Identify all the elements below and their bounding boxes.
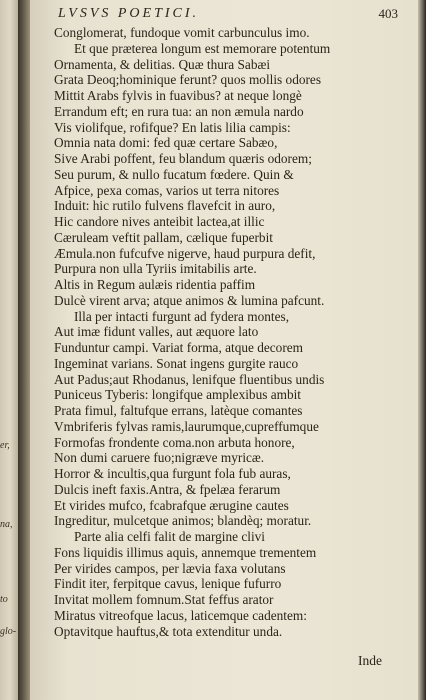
verse-line: Horror & incultis,qua furgunt fola fub auras, (54, 466, 291, 481)
verse-line: Parte alia celfi falit de margine clivi (74, 529, 265, 544)
verse-line: Et virides mufco, fcabrafque ærugine cautes (54, 497, 289, 513)
verse-line: Seu purum, & nullo fucatum fœdere. Quin & (54, 166, 294, 182)
verse-line: Ingreditur, mulcetque animos; blandèq; moratur. (54, 513, 312, 529)
verse-line: Funduntur campi. Variat forma, atque decorem (54, 340, 303, 355)
verse-line: Cæruleam veftit pallam, cælique fuperbit (54, 229, 273, 245)
verse-line: Fons liquidis illimus aquis, annemque trementem (54, 544, 317, 560)
verse-line: Puniceus Tyberis: longifque amplexibus ambit (54, 387, 301, 403)
verse-line: Aut imæ fidunt valles, aut æquore lato (54, 324, 259, 340)
verse-line: Æmula.non fufcufve nigerve, haud purpura defit, (54, 245, 316, 261)
verse-line: Illa per intacti furgunt ad fydera montes, (74, 308, 290, 324)
verse-line: Findit iter, ferpitque cavus, lenique fufurro (54, 576, 282, 592)
verse-line: Purpura non ulla Tyriis imitabilis arte. (54, 261, 257, 277)
left-page-fragments (0, 0, 18, 700)
verse-line: Ornamenta, & delitias. Quæ thura Sabæi (54, 56, 271, 72)
verse-line: Non dumi caruere fuo;nigræve myricæ. (54, 450, 265, 466)
verse-line: Ingeminat varians. Sonat ingens gurgite rauco (54, 355, 299, 371)
verse-line: Per virides campos, per lævia faxa volutans (54, 560, 286, 576)
page-header (58, 6, 398, 22)
left-fragment: na, (0, 519, 13, 530)
verse-line: Dulcis ineft faxis.Antra, & fpelæa ferarum (54, 481, 281, 497)
verse-line: Aut Padus;aut Rhodanus, lenifque fluentibus undis (54, 371, 325, 387)
page-edge-shadow (418, 0, 426, 700)
verse-line: Altis in Regum aulæis ridentia paffim (54, 277, 256, 292)
verse-line: Miratus vitreofque lacus, laticemque cadentem: (54, 607, 307, 623)
verse-line: Conglomerat, fundoque vomit carbunculus imo. (54, 25, 310, 40)
verse-line: Vmbriferis fylvas ramis,laurumque,cupreffumque (54, 418, 319, 434)
verse-line: Dulcè virent arva; atque animos & lumina pafcunt. (54, 292, 325, 308)
verse-line: Mittit Arabs fylvis in fuavibus? at neque longè (54, 88, 302, 103)
verse-line: Invitat mollem fomnum.Stat feffus arator (54, 592, 274, 607)
verse-line: Et que præterea longum est memorare potentum (74, 40, 331, 56)
verse-line: Omnia nata domi: fed quæ certare Sabæo, (54, 135, 278, 151)
verse-line: Optavitque hauftus,& tota extenditur unda. (54, 623, 283, 639)
left-fragment: to (0, 594, 8, 605)
verse-line: Grata Deoq;hominique ferunt? quos mollis odores (54, 72, 321, 88)
verse-line: Hic candore nives anteibit lactea,at illic (54, 214, 265, 229)
catchword: Inde (358, 653, 382, 668)
poem-text (54, 25, 414, 639)
verse-line: Vis violifque, rofifque? En latis lilia campis: (54, 119, 291, 135)
verse-line: Sive Arabi poffent, feu blandum quæris odorem; (54, 151, 312, 166)
left-fragment: glo- (0, 626, 17, 637)
verse-line: Induit: hic rutilo fulvens flavefcit in auro, (54, 198, 276, 214)
verse-line: Errandum eft; en rura tua: an non æmula nardo (54, 103, 304, 119)
verse-line: Formofas frondente coma.non arbuta honore, (54, 434, 295, 450)
verse-line: Afpice, pexa comas, varios ut terra nitores (54, 182, 280, 198)
left-fragment: er, (0, 440, 10, 451)
running-title: LVSVS POETICI. (58, 6, 200, 21)
verse-line: Prata fimul, faltufque errans, latèque comantes (54, 403, 303, 418)
page-number: 403 (378, 6, 398, 21)
